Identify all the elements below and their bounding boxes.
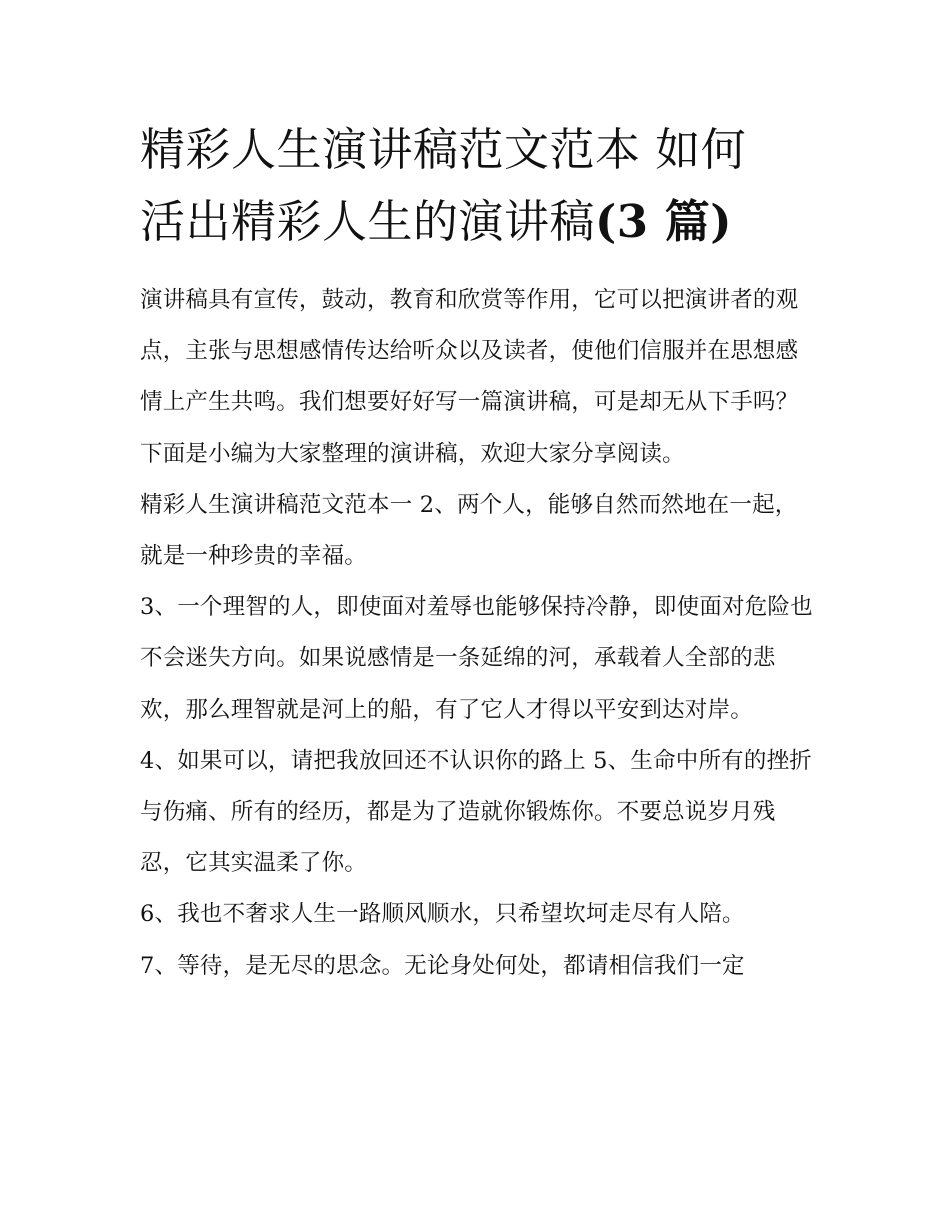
title-count: (3 篇) bbox=[595, 195, 733, 248]
paragraph-2: 精彩人生演讲稿范文范本一 2、两个人，能够自然而然地在一起，就是一种珍贵的幸福。 bbox=[140, 491, 798, 570]
document-title bbox=[140, 114, 820, 258]
title-line-1: 精彩人生演讲稿范文范本 如何 bbox=[140, 123, 747, 176]
paragraph-6: 6、我也不奢求人生一路顺风顺水，只希望坎坷走尽有人陪。 bbox=[140, 901, 745, 928]
paragraph-4: 4、如果可以，请把我放回还不认识你的路上 5、生命中所有的挫折与伤痛、所有的经历，都是为了造就你锻炼你。不要总说岁月残忍，它其实温柔了你。 bbox=[140, 747, 812, 877]
paragraph-7: 7、等待，是无尽的思念。无论身处何处，都请相信我们一定 bbox=[140, 952, 745, 979]
document-body bbox=[140, 275, 818, 992]
paragraph-3: 3、一个理智的人，即使面对羞辱也能够保持冷静，即使面对危险也不会迷失方向。如果说感情是一条延绵的河，承载着人全部的悲欢，那么理智就是河上的船，有了它人才得以平安到达对岸。 bbox=[140, 594, 813, 723]
title-line-2: 活出精彩人生的演讲稿 bbox=[140, 195, 596, 248]
paragraph-intro: 演讲稿具有宣传，鼓动，教育和欣赏等作用，它可以把演讲者的观点，主张与思想感情传达给听众以及读者，使他们信服并在思想感情上产生共鸣。我们想要好好写一篇演讲稿，可是却无从下手吗？下面是小编为大家整理的演讲稿，欢迎大家分享阅读。 bbox=[140, 287, 799, 467]
